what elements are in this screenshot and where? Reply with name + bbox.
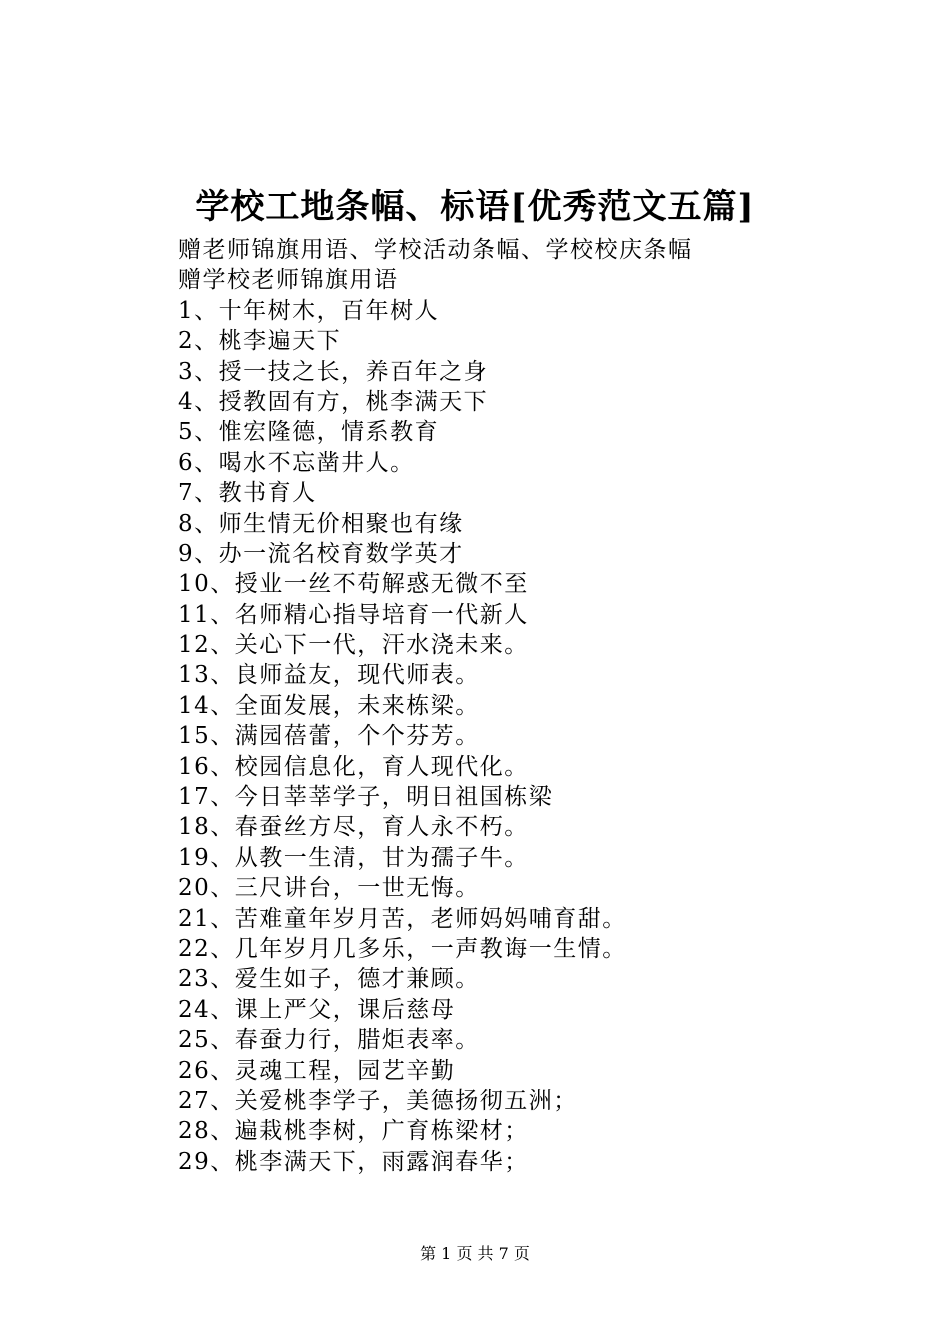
text-line: 16、校园信息化，育人现代化。 [178, 753, 529, 780]
text-line: 17、今日莘莘学子，明日祖国栋梁 [178, 784, 554, 811]
text-line: 19、从教一生清，甘为孺子牛。 [178, 844, 529, 871]
text-line: 4、授教固有方，桃李满天下 [178, 388, 489, 415]
text-line: 12、关心下一代，汗水浇未来。 [178, 632, 529, 659]
text-line: 28、遍栽桃李树，广育栋梁材； [178, 1118, 529, 1145]
text-line: 5、惟宏隆德，情系教育 [178, 419, 440, 446]
text-line: 14、全面发展，未来栋梁。 [178, 692, 480, 719]
text-line: 2、桃李遍天下 [178, 328, 342, 355]
document-body [178, 235, 878, 1177]
text-line: 24、课上严父，课后慈母 [178, 996, 456, 1023]
text-line: 9、办一流名校育数学英才 [178, 540, 464, 567]
text-line: 27、关爱桃李学子，美德扬彻五洲； [178, 1087, 578, 1114]
text-line: 赠老师锦旗用语、学校活动条幅、学校校庆条幅 [178, 237, 693, 263]
text-line: 18、春蚕丝方尽，育人永不朽。 [178, 814, 529, 841]
text-line: 21、苦难童年岁月苦，老师妈妈哺育甜。 [178, 905, 627, 932]
text-line: 1、十年树木，百年树人 [178, 297, 440, 324]
text-line: 25、春蚕力行，腊炬表率。 [178, 1027, 480, 1054]
text-line: 6、喝水不忘凿井人。 [178, 449, 415, 476]
text-line: 3、授一技之长，养百年之身 [178, 358, 489, 385]
text-line: 15、满园蓓蕾，个个芬芳。 [178, 723, 480, 750]
text-line: 赠学校老师锦旗用语 [178, 267, 399, 294]
page-footer: 第 1 页 共 7 页 [420, 1244, 530, 1263]
text-line: 13、良师益友，现代师表。 [178, 662, 480, 689]
text-line: 29、桃李满天下，雨露润春华； [178, 1148, 529, 1175]
text-line: 26、灵魂工程，园艺辛勤 [178, 1057, 456, 1084]
text-line: 23、爱生如子，德才兼顾。 [178, 966, 480, 993]
text-line: 20、三尺讲台，一世无悔。 [178, 875, 480, 902]
text-line: 8、师生情无价相聚也有缘 [178, 510, 464, 537]
text-line: 22、几年岁月几多乐，一声教诲一生情。 [178, 935, 627, 962]
text-line: 10、授业一丝不苟解惑无微不至 [178, 571, 529, 598]
document-title: 学校工地条幅、标语[优秀范文五篇] [195, 187, 755, 227]
text-line: 11、名师精心指导培育一代新人 [178, 601, 529, 628]
text-line: 7、教书育人 [178, 480, 317, 507]
